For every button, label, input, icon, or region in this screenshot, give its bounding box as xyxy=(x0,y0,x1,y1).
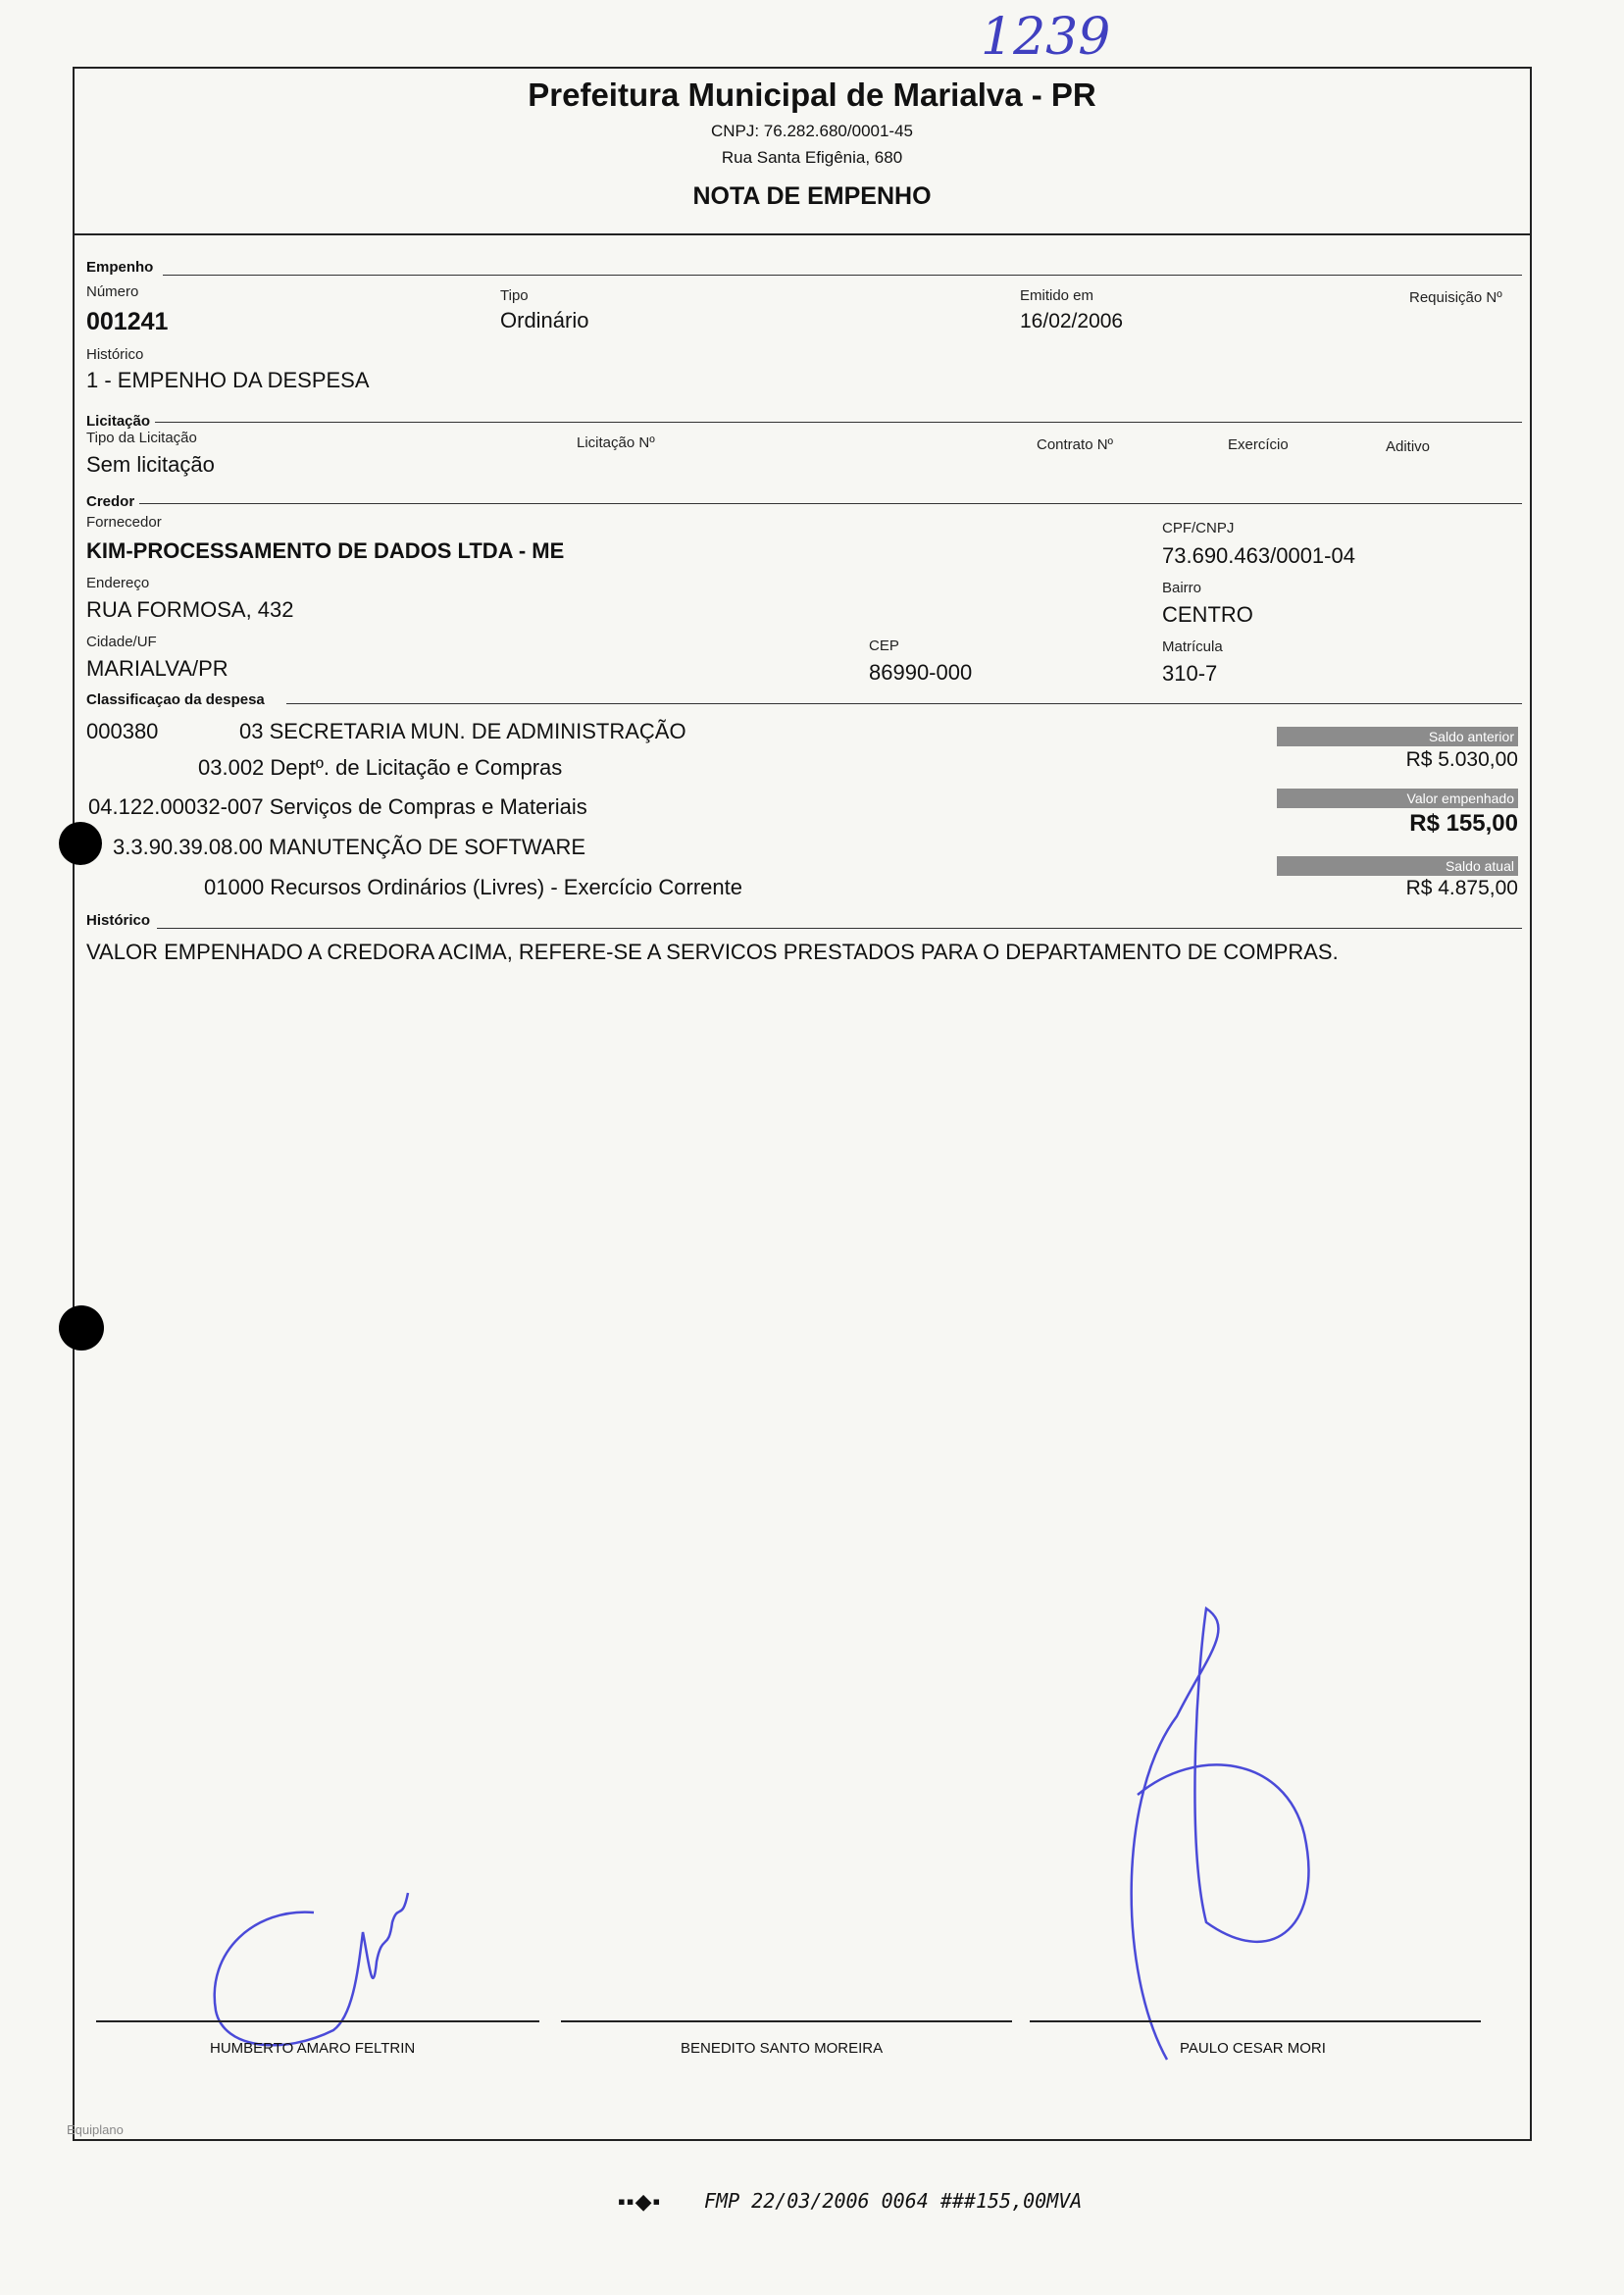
cep-label: CEP xyxy=(869,638,899,654)
endereco-label: Endereço xyxy=(86,575,150,591)
classificacao-line-1: 03 SECRETARIA MUN. DE ADMINISTRAÇÃO xyxy=(239,719,686,743)
licitacao-numero-label: Licitação Nº xyxy=(577,434,655,451)
section-licitacao: Licitação xyxy=(86,413,151,430)
cep-value: 86990-000 xyxy=(869,660,973,685)
section-line xyxy=(163,275,1522,276)
historico-value: 1 - EMPENHO DA DESPESA xyxy=(86,368,370,392)
stamp-logo: ▪▪◆▪ xyxy=(618,2189,662,2214)
signature-line-1 xyxy=(96,2020,539,2022)
cpf-value: 73.690.463/0001-04 xyxy=(1162,543,1355,568)
exercicio-label: Exercício xyxy=(1228,436,1289,453)
signature-line-3 xyxy=(1030,2020,1481,2022)
section-line xyxy=(155,422,1522,423)
classificacao-line-2: 03.002 Deptº. de Licitação e Compras xyxy=(198,755,563,780)
endereco-value: RUA FORMOSA, 432 xyxy=(86,597,294,622)
header-separator xyxy=(73,233,1532,235)
cidade-value: MARIALVA/PR xyxy=(86,656,228,681)
saldo-anterior-label: Saldo anterior xyxy=(1428,729,1514,744)
section-credor: Credor xyxy=(86,493,135,510)
classificacao-line-5: 01000 Recursos Ordinários (Livres) - Exercício Corrente xyxy=(204,875,742,899)
stamp-text: FMP 22/03/2006 0064 ###155,00MVA xyxy=(704,2189,1083,2213)
contrato-label: Contrato Nº xyxy=(1037,436,1114,453)
matricula-label: Matrícula xyxy=(1162,638,1223,655)
tipo-licitacao-label: Tipo da Licitação xyxy=(86,430,197,446)
saldo-anterior-bar xyxy=(1277,727,1518,746)
valor-empenhado-label: Valor empenhado xyxy=(1406,790,1514,806)
tipo-licitacao-value: Sem licitação xyxy=(86,452,215,477)
signature-scribble-left xyxy=(196,1814,490,2060)
requisicao-label: Requisição Nº xyxy=(1409,289,1502,306)
signature-name-2: BENEDITO SANTO MOREIRA xyxy=(681,2040,884,2057)
signature-scribble-right xyxy=(1098,1599,1334,2089)
saldo-anterior-value: R$ 5.030,00 xyxy=(1405,748,1518,771)
emitido-value: 16/02/2006 xyxy=(1020,310,1124,332)
numero-value: 001241 xyxy=(86,308,169,335)
valor-empenhado-value: R$ 155,00 xyxy=(1409,810,1518,837)
fornecedor-value: KIM-PROCESSAMENTO DE DADOS LTDA - ME xyxy=(86,538,565,563)
section-classificacao: Classificaçao da despesa xyxy=(86,691,265,708)
software-footer: Equiplano xyxy=(67,2122,124,2137)
tipo-value: Ordinário xyxy=(500,308,589,332)
tipo-label: Tipo xyxy=(500,287,529,304)
section-line xyxy=(286,703,1522,704)
bairro-value: CENTRO xyxy=(1162,602,1253,627)
historico-label: Histórico xyxy=(86,346,144,363)
cidade-label: Cidade/UF xyxy=(86,634,157,650)
section-historico: Histórico xyxy=(86,912,151,929)
historico-text: VALOR EMPENHADO A CREDORA ACIMA, REFERE-SE A SERVICOS PRESTADOS PARA O DEPARTAMENTO DE COMPRAS. xyxy=(86,940,1339,964)
address-line: Rua Santa Efigênia, 680 xyxy=(721,148,903,167)
punch-hole-bottom xyxy=(59,1305,104,1351)
handwritten-page-number: 1239 xyxy=(981,8,1111,67)
signature-line-2 xyxy=(561,2020,1012,2022)
matricula-value: 310-7 xyxy=(1162,661,1218,686)
signature-name-1: HUMBERTO AMARO FELTRIN xyxy=(210,2040,416,2057)
saldo-atual-label: Saldo atual xyxy=(1445,858,1514,874)
document-title: NOTA DE EMPENHO xyxy=(692,182,932,210)
section-line xyxy=(157,928,1522,929)
signature-name-3: PAULO CESAR MORI xyxy=(1180,2040,1326,2057)
numero-label: Número xyxy=(86,283,139,300)
punch-hole-top xyxy=(59,822,102,865)
saldo-atual-bar xyxy=(1277,856,1518,876)
fornecedor-label: Fornecedor xyxy=(86,514,162,531)
section-line xyxy=(139,503,1522,504)
section-empenho: Empenho xyxy=(86,259,154,276)
aditivo-label: Aditivo xyxy=(1386,438,1431,455)
valor-empenhado-bar xyxy=(1277,789,1518,808)
cnpj-line: CNPJ: 76.282.680/0001-45 xyxy=(710,122,914,140)
saldo-atual-value: R$ 4.875,00 xyxy=(1405,877,1518,899)
classificacao-line-4: 3.3.90.39.08.00 MANUTENÇÃO DE SOFTWARE xyxy=(113,835,586,859)
cpf-label: CPF/CNPJ xyxy=(1162,520,1235,536)
page-title: Prefeitura Municipal de Marialva - PR xyxy=(528,76,1096,113)
classificacao-code: 000380 xyxy=(86,719,159,743)
bairro-label: Bairro xyxy=(1162,580,1202,596)
emitido-label: Emitido em xyxy=(1020,287,1094,304)
classificacao-line-3: 04.122.00032-007 Serviços de Compras e Materiais xyxy=(88,794,587,819)
